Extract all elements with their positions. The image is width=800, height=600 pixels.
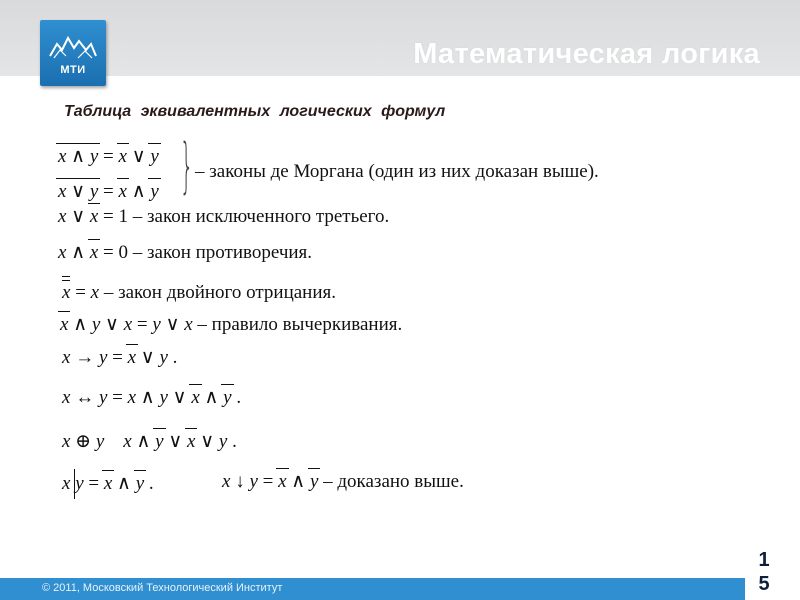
- mti-logo: [40, 20, 106, 86]
- page-number-digit-1: 1: [758, 549, 770, 571]
- double-negation-note: – закон двойного отрицания.: [103, 282, 337, 303]
- formula-implication: x → y = x ∨ y .: [62, 347, 178, 368]
- formula-de-morgan-2: x ∨ y = x ∧ y: [58, 181, 159, 202]
- excluded-middle-note: – закон исключенного третьего.: [132, 206, 390, 227]
- slide-title: Математическая логика: [413, 38, 760, 70]
- logo-text: МТИ: [60, 64, 86, 76]
- footer-copyright: © 2011, Московский Технологический Институт: [42, 582, 283, 594]
- formula-peirce: x ↓ y = x ∧ y – доказано выше.: [222, 471, 464, 492]
- page-number-digit-2: 5: [758, 573, 770, 595]
- formula-xor: x ⊕ y x ∧ y ∨ x ∨ y .: [62, 431, 237, 452]
- contradiction-note: – закон противоречия.: [132, 242, 313, 263]
- proved-above-note: – доказано выше.: [323, 471, 464, 492]
- formula-double-negation: x = x – закон двойного отрицания.: [62, 282, 337, 303]
- formula-excluded-middle: x ∨ x = 1 – закон исключенного третьего.: [58, 206, 390, 227]
- brace: }: [180, 131, 194, 201]
- formula-contradiction: x ∧ x = 0 – закон противоречия.: [58, 242, 313, 263]
- formula-crossing-out: x ∧ y ∨ x = y ∨ x – правило вычеркивания.: [60, 314, 403, 335]
- de-morgan-note: – законы де Моргана (один из них доказан выше).: [195, 161, 599, 182]
- mountains-logo-icon: [48, 32, 98, 60]
- table-title: Таблица эквивалентных логических формул: [64, 103, 446, 120]
- page-number: [752, 548, 776, 596]
- crossing-out-note: – правило вычеркивания.: [197, 314, 403, 335]
- formula-sheffer: x y = x ∧ y .: [62, 473, 154, 494]
- formula-equivalence: x ↔ y = x ∧ y ∨ x ∧ y .: [62, 387, 242, 408]
- formula-de-morgan-1: x ∧ y = x ∨ y: [58, 146, 159, 167]
